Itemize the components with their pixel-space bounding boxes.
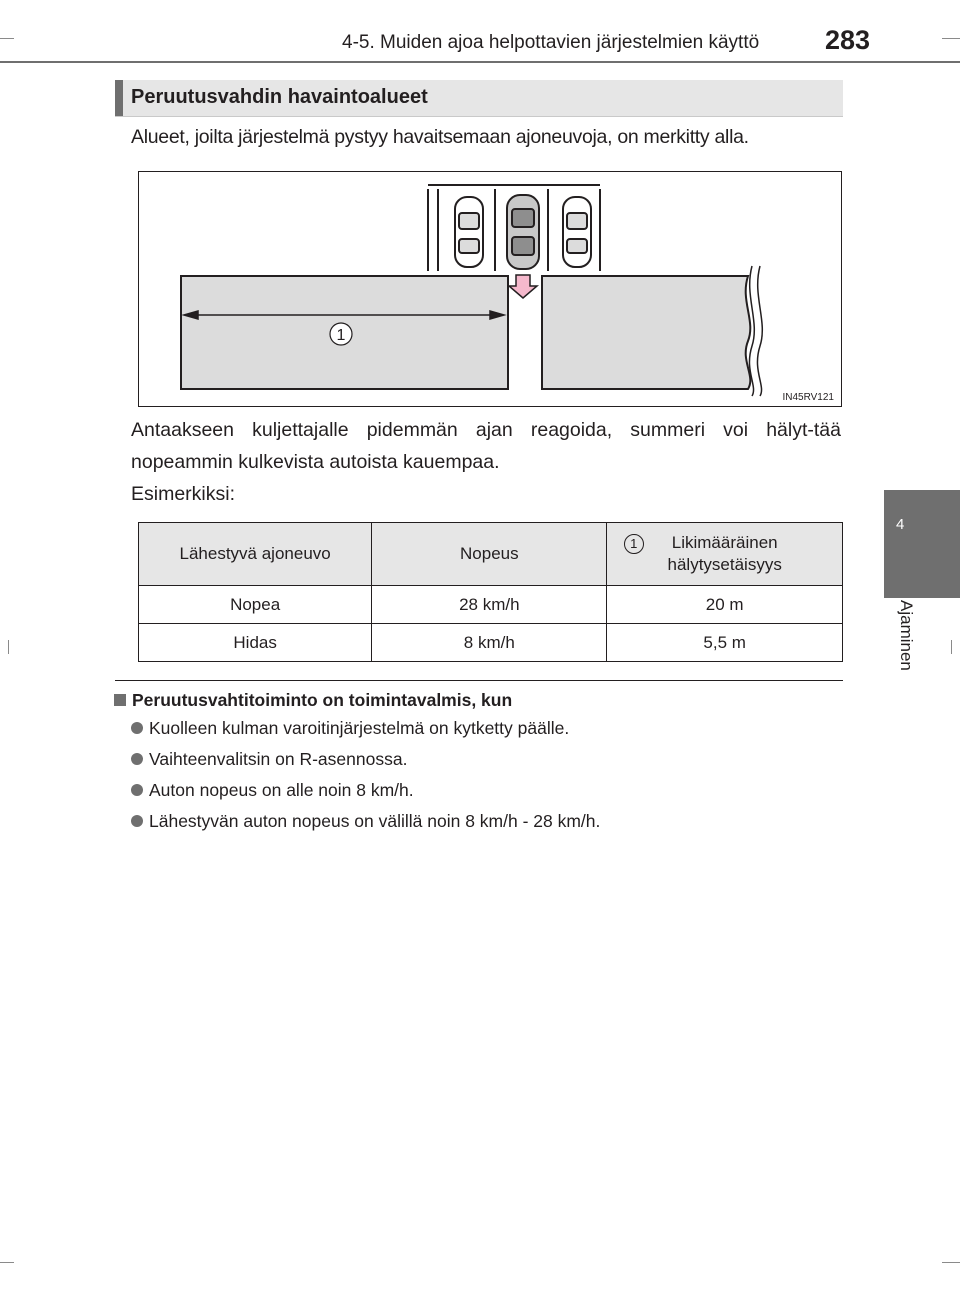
own-car: [507, 195, 539, 269]
bullet-dot-icon: [131, 784, 143, 796]
crop-mark: [942, 38, 960, 39]
note-heading: [114, 690, 512, 711]
example-label: Esimerkiksi:: [131, 483, 236, 505]
crop-mark: [8, 640, 9, 654]
list-item: [131, 749, 407, 770]
crop-mark: [0, 38, 14, 39]
chapter-tab: [884, 490, 960, 598]
body-paragraph: Antaakseen kuljettajalle pidemmän ajan reagoida, summeri voi hälyt-tää nopeammin kulkevista autoista kauempaa.: [131, 419, 841, 473]
note-divider: [115, 680, 843, 681]
section-title: Peruutusvahdin havaintoalueet: [131, 86, 428, 108]
table-header-cell: Nopeus: [372, 523, 607, 586]
table-row: [139, 624, 843, 662]
bullet-dot-icon: [131, 753, 143, 765]
header-rule: [0, 61, 960, 63]
parked-car-left: [455, 197, 483, 267]
detection-zone-right: [542, 276, 750, 389]
list-item: [131, 780, 414, 801]
crop-mark: [942, 1262, 960, 1263]
table-cell: 20 m: [607, 586, 843, 624]
table-header-cell: Lähestyvä ajoneuvo: [139, 523, 372, 586]
parked-car-right: [563, 197, 591, 267]
list-item-text: Lähestyvän auton nopeus on välillä noin 8 km/h - 28 km/h.: [149, 811, 601, 831]
chapter-tab-number: 4: [896, 516, 905, 533]
list-item-text: Auton nopeus on alle noin 8 km/h.: [149, 780, 414, 800]
table-cell: Nopea: [139, 586, 372, 624]
table-cell: 5,5 m: [607, 624, 843, 662]
table-header-row: [139, 523, 843, 586]
list-item: [131, 811, 600, 832]
section-intro: Alueet, joilta järjestelmä pystyy havaitsemaan ajoneuvoja, on merkitty alla.: [131, 126, 749, 148]
table-cell: 8 km/h: [372, 624, 607, 662]
table-cell: Hidas: [139, 624, 372, 662]
callout-number: 1: [336, 327, 346, 344]
list-item-text: Kuolleen kulman varoitinjärjestelmä on kytketty päälle.: [149, 718, 570, 738]
crop-mark: [0, 1262, 14, 1263]
table-cell: 28 km/h: [372, 586, 607, 624]
list-item-text: Vaihteenvalitsin on R-asennossa.: [149, 749, 408, 769]
note-heading-text: Peruutusvahtitoiminto on toimintavalmis, kun: [132, 690, 513, 710]
chapter-tab-label: [884, 598, 960, 688]
warning-distance-table: [138, 522, 843, 662]
bullet-dot-icon: [131, 722, 143, 734]
table-header-cell: [607, 523, 843, 586]
square-bullet-icon: [114, 694, 126, 706]
table-header-distance-label: Likimääräinen hälytysetäisyys: [667, 533, 782, 574]
table-callout-badge: 1: [624, 534, 644, 554]
list-item: [131, 718, 569, 739]
section-heading-accent: [115, 80, 123, 116]
running-header-title: 4-5. Muiden ajoa helpottavien järjestelmien käyttö: [342, 32, 760, 53]
bullet-dot-icon: [131, 815, 143, 827]
table-row: [139, 586, 843, 624]
chapter-tab-label-text: Ajaminen: [897, 600, 916, 671]
detection-area-illustration: [138, 171, 842, 407]
page-number: 283: [825, 25, 871, 55]
figure-code: IN45RV121: [782, 392, 834, 403]
